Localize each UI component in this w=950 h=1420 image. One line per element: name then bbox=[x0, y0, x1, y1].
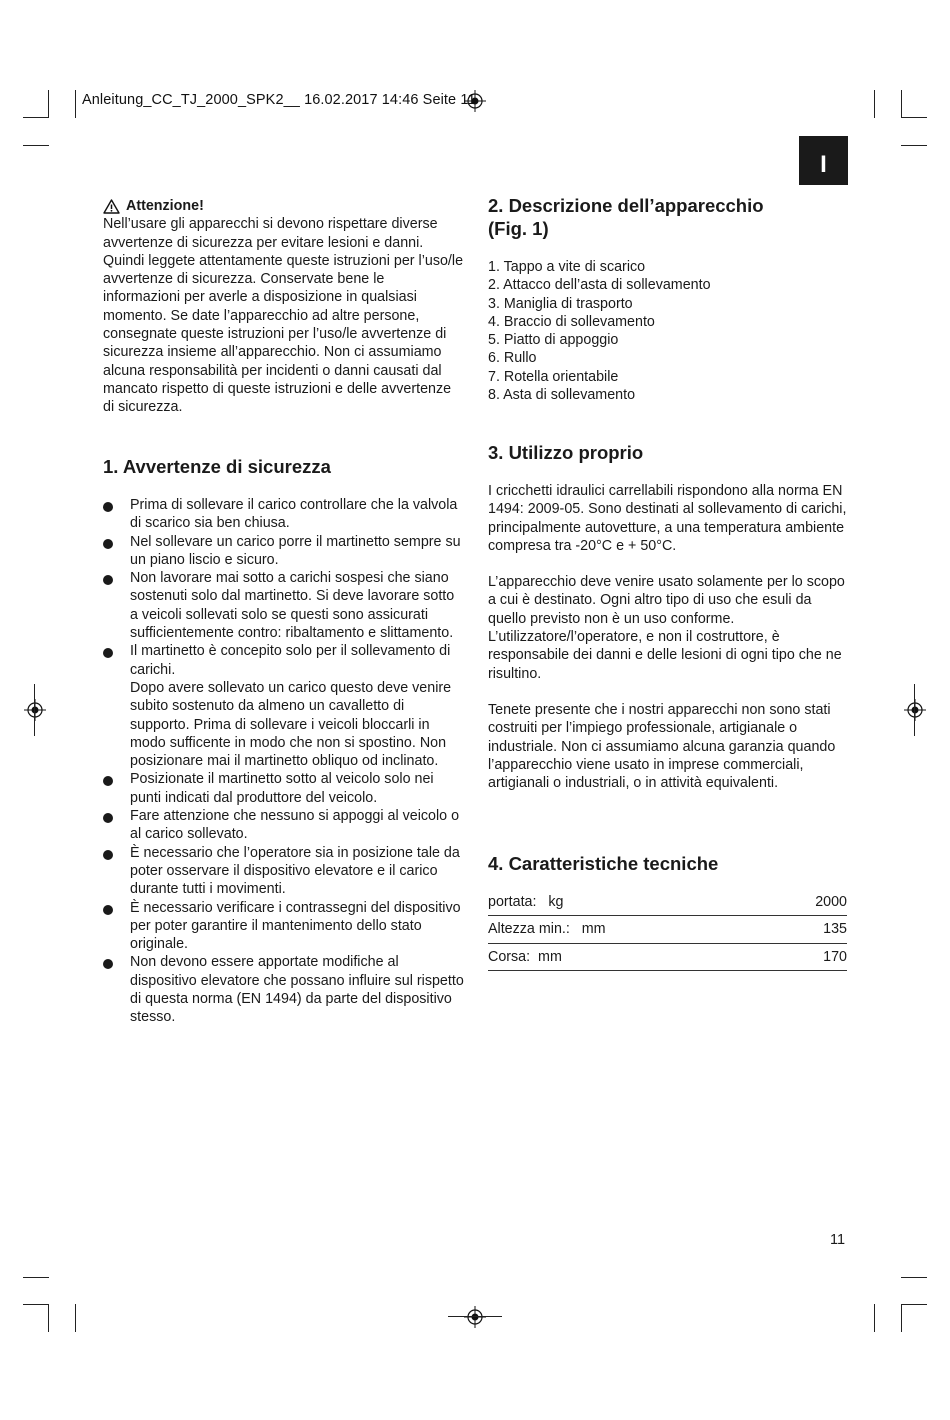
language-tab-label: I bbox=[820, 151, 827, 178]
crop-mark bbox=[901, 1304, 902, 1332]
spec-label: Corsa: mm bbox=[488, 943, 771, 970]
specs-table bbox=[488, 889, 847, 971]
list-item-text: Il martinetto è concepito solo per il sollevamento di carichi. bbox=[130, 643, 451, 678]
language-tab bbox=[799, 136, 848, 185]
section-specs bbox=[488, 852, 850, 971]
safety-list bbox=[103, 496, 465, 1027]
list-item: Fare attenzione che nessuno si appoggi al veicolo o al carico sollevato. bbox=[103, 807, 465, 844]
warning-title: Attenzione! bbox=[126, 198, 204, 214]
spec-value: 170 bbox=[771, 943, 847, 970]
registration-line bbox=[34, 684, 35, 736]
spec-value: 135 bbox=[771, 916, 847, 943]
section-title-description bbox=[488, 194, 850, 240]
crop-mark bbox=[48, 90, 49, 118]
list-item: Non devono essere apportate modifiche al dispositivo elevatore che possano influire sul rispetto di questa norma (EN 1494) da parte del dispositivo stesso. bbox=[103, 953, 465, 1026]
table-row bbox=[488, 916, 847, 943]
crop-mark bbox=[901, 1277, 927, 1278]
crop-mark bbox=[75, 90, 76, 118]
crop-mark bbox=[901, 117, 927, 118]
crop-mark bbox=[901, 90, 902, 118]
list-item: 2. Attacco dell’asta di sollevamento bbox=[488, 277, 711, 294]
list-item: 7. Rotella orientabile bbox=[488, 368, 619, 385]
list-item: 6. Rullo bbox=[488, 350, 537, 367]
print-slug: Anleitung_CC_TJ_2000_SPK2__ 16.02.2017 14:46 Seite 11 bbox=[82, 92, 476, 108]
crop-mark bbox=[23, 117, 49, 118]
paragraph: Tenete presente che i nostri apparecchi non sono stati costruiti per l’impiego professionale, artigianale o industriale. Non ci assumiamo alcuna garanzia quando l’apparecchio viene usato in imprese commerciali, artigianali o industriali, o in attività equivalenti. bbox=[488, 701, 836, 792]
section-title-line: 2. Descrizione dell’apparecchio bbox=[488, 195, 764, 216]
crop-mark bbox=[874, 90, 875, 118]
list-item: 8. Asta di sollevamento bbox=[488, 387, 636, 404]
registration-mark-icon bbox=[24, 699, 46, 721]
section-safety bbox=[103, 455, 465, 1027]
section-title-line: (Fig. 1) bbox=[488, 218, 549, 239]
section-title-safety: 1. Avvertenze di sicurezza bbox=[103, 456, 331, 477]
section-title-specs: 4. Caratteristiche tecniche bbox=[488, 853, 719, 874]
section-title-intended-use: 3. Utilizzo proprio bbox=[488, 442, 644, 463]
warning-block bbox=[103, 197, 465, 417]
list-item: 3. Maniglia di trasporto bbox=[488, 295, 633, 312]
crop-mark bbox=[874, 1304, 875, 1332]
warning-heading bbox=[103, 197, 465, 215]
list-item bbox=[103, 642, 465, 770]
crop-mark bbox=[48, 1304, 49, 1332]
section-description bbox=[488, 194, 850, 404]
table-row bbox=[488, 889, 847, 916]
crop-mark bbox=[901, 1304, 927, 1305]
paragraph: I cricchetti idraulici carrellabili rispondono alla norma EN 1494: 2009-05. Sono destinati al sollevamento di carichi, principalmente autovetture, a una temperatura ambiente compresa tra -20°C e + 50°C. bbox=[488, 483, 847, 554]
list-item: Prima di sollevare il carico controllare che la valvola di scarico sia ben chiusa. bbox=[103, 496, 465, 533]
crop-mark bbox=[23, 1304, 49, 1305]
list-item: Nel sollevare un carico porre il martinetto sempre su un piano liscio e sicuro. bbox=[103, 533, 465, 570]
registration-line bbox=[914, 684, 915, 736]
section-intended-use bbox=[488, 441, 850, 792]
list-item: Posizionate il martinetto sotto al veicolo solo nei punti indicati dal produttore del veicolo. bbox=[103, 770, 465, 807]
crop-mark bbox=[901, 145, 927, 146]
registration-line bbox=[448, 1316, 502, 1317]
crop-mark bbox=[23, 1277, 49, 1278]
page-number: 11 bbox=[830, 1232, 846, 1248]
spec-label: Altezza min.: mm bbox=[488, 916, 771, 943]
paragraph: L’apparecchio deve venire usato solamente per lo scopo a cui è destinato. Ogni altro tipo di uso che esuli da quello previsto non è un uso conforme. L’utilizzatore/l’operatore, e non il costruttore, è responsabile dei danni e delle lesioni di ogni tipo che ne risultino. bbox=[488, 574, 845, 682]
list-item: 1. Tappo a vite di scarico bbox=[488, 259, 646, 275]
crop-mark bbox=[75, 1304, 76, 1332]
parts-list bbox=[488, 258, 850, 404]
warning-triangle-icon bbox=[103, 199, 120, 214]
list-item: 4. Braccio di sollevamento bbox=[488, 313, 655, 330]
list-item: Non lavorare mai sotto a carichi sospesi che siano sostenuti solo dal martinetto. Si deve lavorare sotto a veicoli sollevati solo se questi sono assicurati sufficientemente contro: ribaltamento e slittamento. bbox=[103, 569, 465, 642]
spec-label: portata: kg bbox=[488, 889, 771, 916]
list-item: È necessario verificare i contrassegni del dispositivo per poter garantire il mantenimento dello stato originale. bbox=[103, 899, 465, 954]
crop-mark bbox=[23, 145, 49, 146]
list-item: 5. Piatto di appoggio bbox=[488, 332, 619, 349]
registration-mark-icon bbox=[464, 1306, 486, 1328]
table-row bbox=[488, 943, 847, 970]
list-item: È necessario che l’operatore sia in posizione tale da poter osservare il dispositivo elevatore e il carico durante tutti i movimenti. bbox=[103, 844, 465, 899]
spec-value: 2000 bbox=[771, 889, 847, 916]
registration-mark-icon bbox=[904, 699, 926, 721]
warning-text: Nell’usare gli apparecchi si devono rispettare diverse avvertenze di sicurezza per evitare lesioni e danni. Quindi leggete attentamente queste istruzioni per l’uso/le avvertenze di sicurezza. Conservate bene le informazioni per averle a disposizione in qualsiasi momento. Se date l’apparecchio ad altre persone, consegnate queste istruzioni per l’uso/le avvertenze di sicurezza insieme all’apparecchio. Non ci assumiamo alcuna responsabilità per incidenti o danni causati dal mancato rispetto di queste istruzioni e delle avvertenze di sicurezza. bbox=[103, 216, 464, 416]
list-item-continuation: Dopo avere sollevato un carico questo deve venire subito sostenuto da almeno un cavalletto di supporto. Prima di sollevare i veicoli bloccarli in modo sufficente in modo che non si spostino. Non posizionare mai il martinetto obliquo od inclinato. bbox=[130, 679, 452, 770]
